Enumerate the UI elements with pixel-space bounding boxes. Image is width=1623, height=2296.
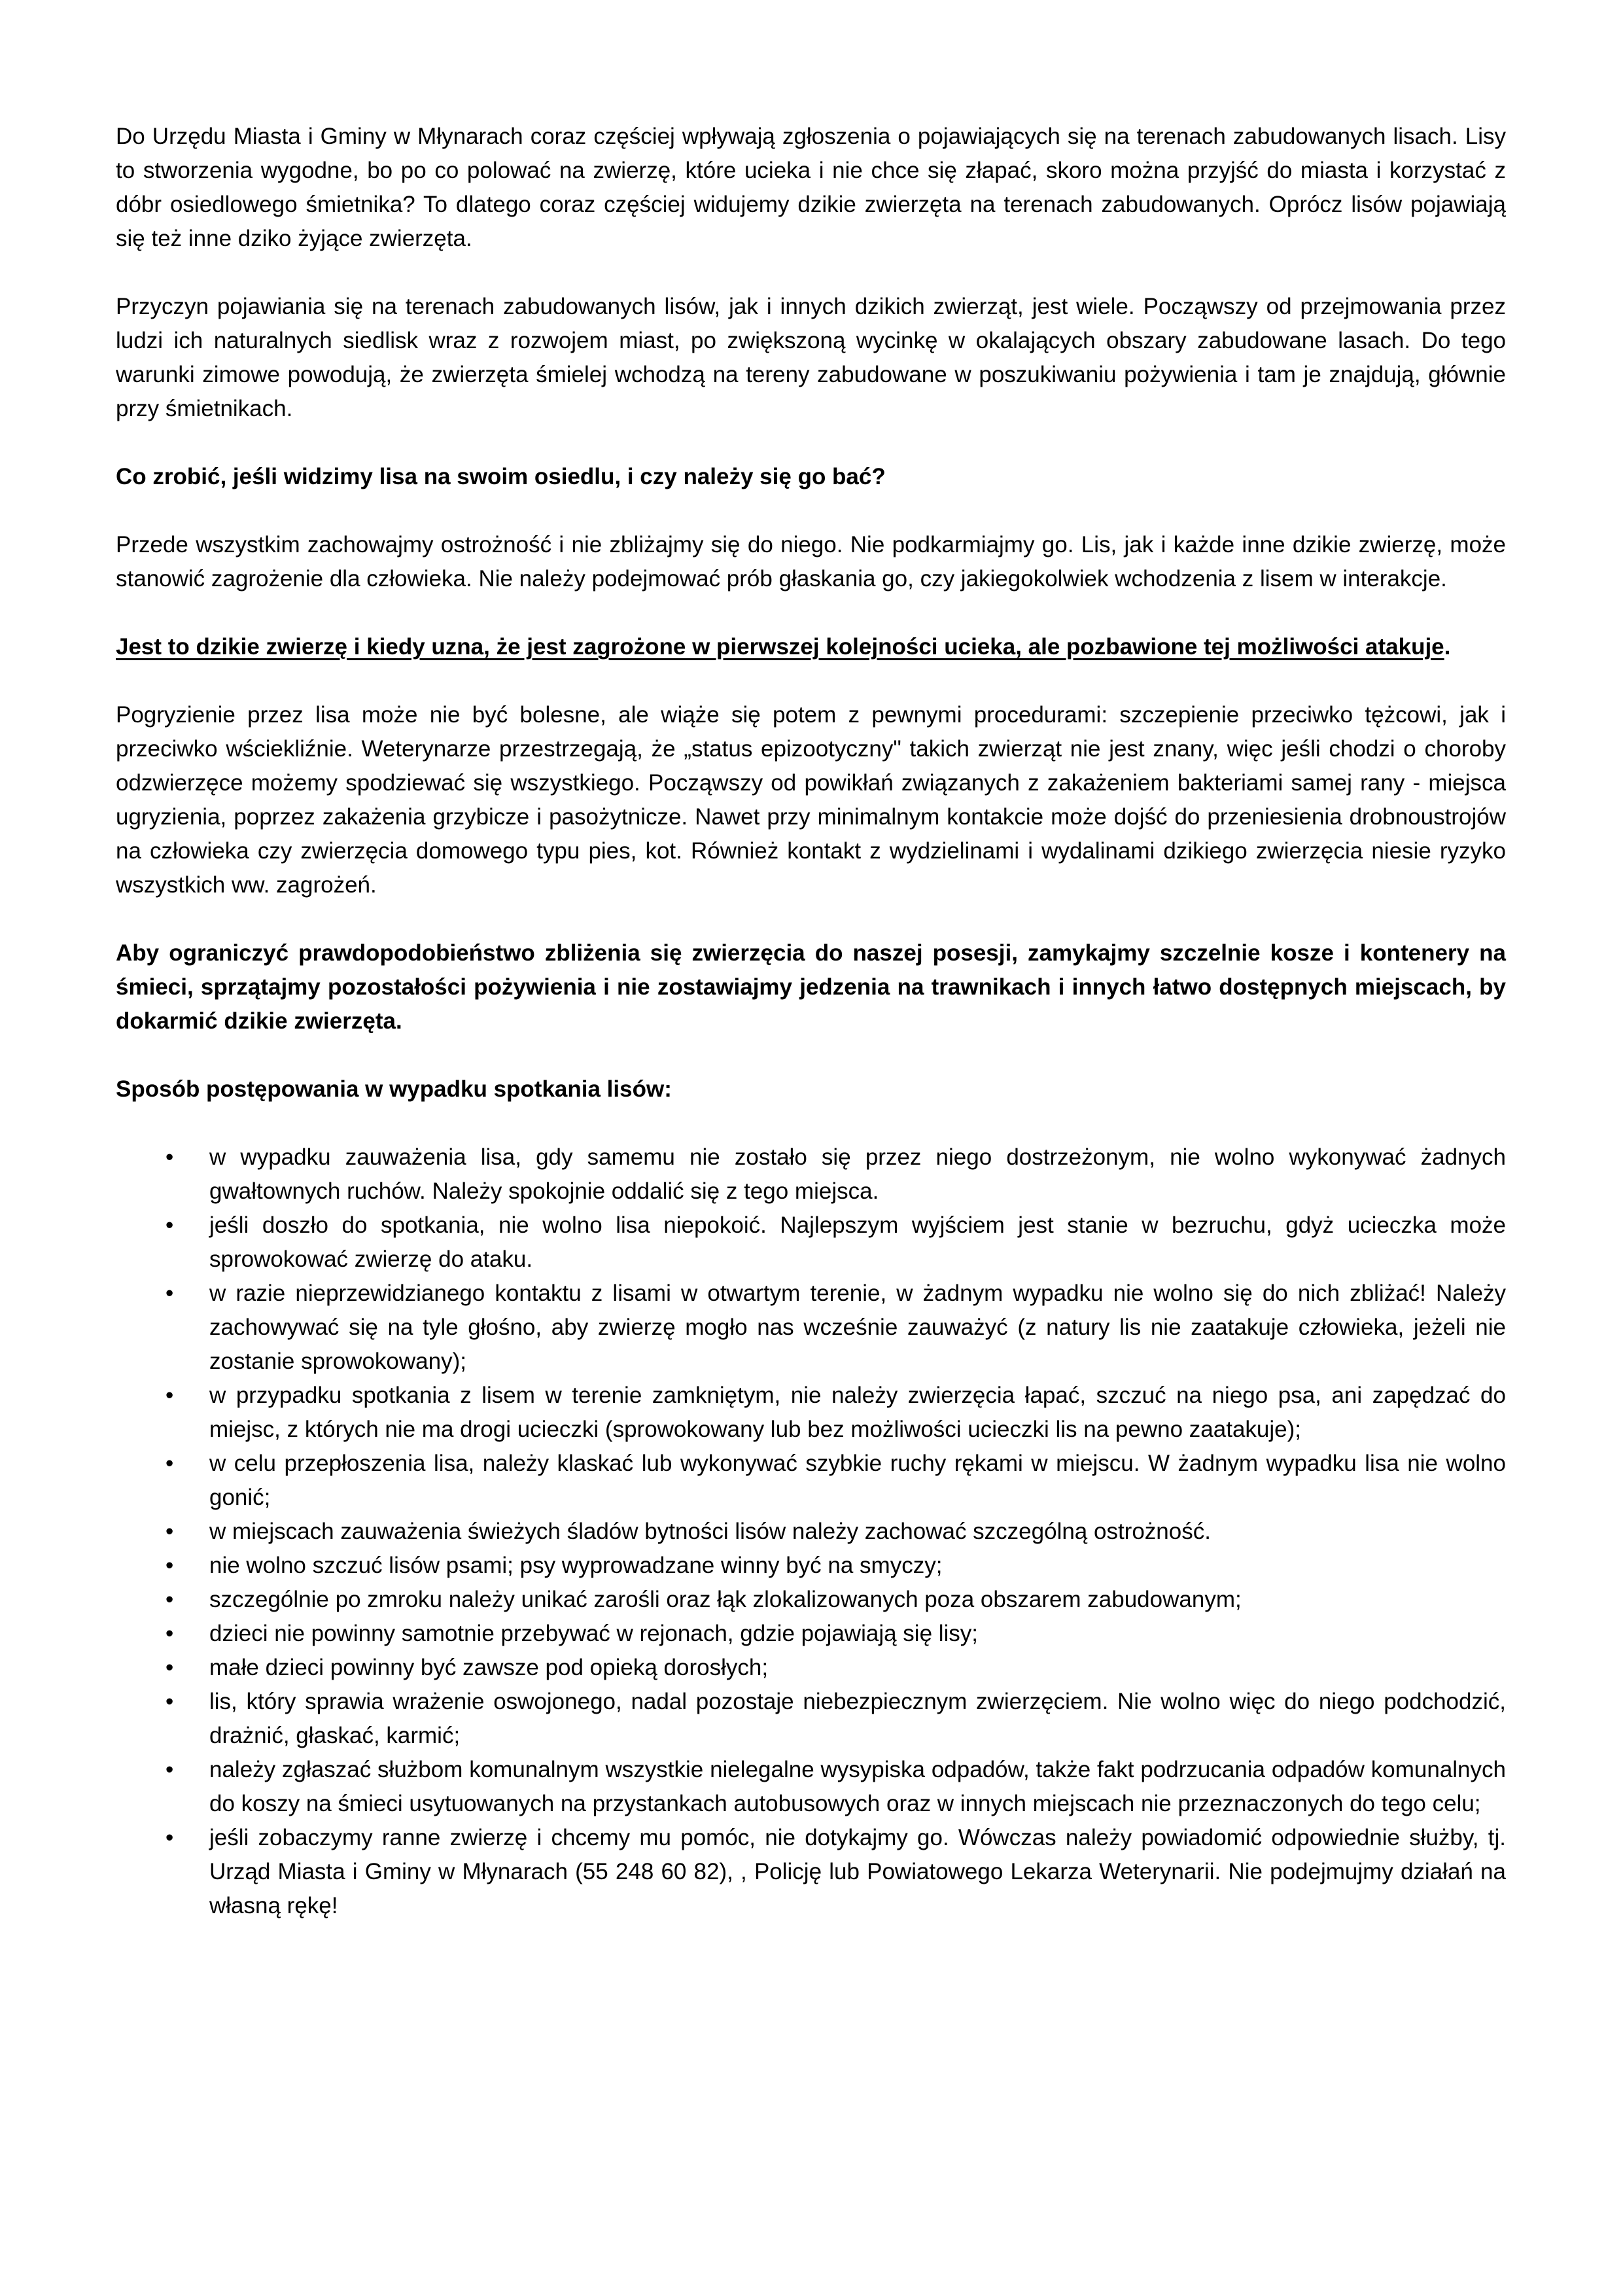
list-item-text: szczególnie po zmroku należy unikać zarośli oraz łąk zlokalizowanych poza obszarem zabudowanym; — [209, 1587, 1242, 1612]
bullet-icon: • — [166, 1553, 174, 1578]
list-item-text: nie wolno szczuć lisów psami; psy wyprowadzane winny być na smyczy; — [209, 1553, 943, 1578]
list-item — [116, 1617, 1506, 1651]
bullet-icon: • — [166, 1280, 174, 1306]
prevention-paragraph: Aby ograniczyć prawdopodobieństwo zbliżenia się zwierzęcia do naszej posesji, zamykajmy szczelnie kosze i kontenery na śmieci, sprzątajmy pozostałości pożywienia i nie zostawiajmy jedzenia na trawnikach i innych łatwo dostępnych miejscach, by dokarmić dzikie zwierzęta. — [116, 940, 1506, 1034]
bullet-icon: • — [166, 1689, 174, 1714]
list-item — [116, 1209, 1506, 1277]
bullet-icon: • — [166, 1451, 174, 1476]
bullet-icon: • — [166, 1212, 174, 1238]
list-item-text: w celu przepłoszenia lisa, należy klaskać lub wykonywać szybkie ruchy rękami w miejscu. W żadnym wypadku lisa nie wolno gonić; — [209, 1451, 1506, 1510]
list-item — [116, 1549, 1506, 1583]
warning-underlined-paragraph — [116, 630, 1506, 664]
fox-encounter-list — [116, 1140, 1506, 1923]
bullet-icon: • — [166, 1621, 174, 1646]
list-item-text: dzieci nie powinny samotnie przebywać w rejonach, gdzie pojawiają się lisy; — [209, 1621, 979, 1646]
list-item-text: lis, który sprawia wrażenie oswojonego, nadal pozostaje niebezpiecznym zwierzęciem. Nie wolno więc do niego podchodzić, drażnić, głaskać, karmić; — [209, 1689, 1506, 1748]
bullet-icon: • — [166, 1144, 174, 1170]
list-item-text: w przypadku spotkania z lisem w terenie zamkniętym, nie należy zwierzęcia łapać, szczuć na niego psa, ani zapędzać do miejsc, z których nie ma drogi ucieczki (sprowokowany lub bez możliwości ucieczki lis na pewno zaatakuje); — [209, 1383, 1506, 1442]
list-item — [116, 1821, 1506, 1923]
causes-paragraph: Przyczyn pojawiania się na terenach zabudowanych lisów, jak i innych dzikich zwierząt, jest wiele. Począwszy od przejmowania przez ludzi ich naturalnych siedlisk wraz z rozwojem miast, po zwiększoną wycinkę w okalających obszary zabudowane lasach. Do tego warunki zimowe powodują, że zwierzęta śmielej wchodzą na tereny zabudowane w poszukiwaniu pożywienia i tam je znajdują, głównie przy śmietnikach. — [116, 294, 1506, 421]
list-item — [116, 1583, 1506, 1617]
bullet-icon: • — [166, 1383, 174, 1408]
list-item-text: należy zgłaszać służbom komunalnym wszystkie nielegalne wysypiska odpadów, także fakt podrzucania odpadów komunalnych do koszy na śmieci usytuowanych na przystankach autobusowych oraz w innych miejscach nie przeznaczonych do tego celu; — [209, 1757, 1506, 1816]
caution-paragraph: Przede wszystkim zachowajmy ostrożność i nie zbliżajmy się do niego. Nie podkarmiajmy go. Lis, jak i każde inne dzikie zwierzę, może stanowić zagrożenie dla człowieka. Nie należy podejmować prób głaskania go, czy jakiegokolwiek wchodzenia z lisem w interakcje. — [116, 532, 1506, 592]
warning-underlined-text: Jest to dzikie zwierzę i kiedy uzna, że jest zagrożone w pierwszej kolejności ucieka, ale pozbawione tej możliwości atakuje — [116, 634, 1444, 660]
list-item-text: małe dzieci powinny być zawsze pod opieką dorosłych; — [209, 1655, 769, 1680]
warning-period: . — [1444, 634, 1451, 660]
bullet-icon: • — [166, 1825, 174, 1850]
question-heading: Co zrobić, jeśli widzimy lisa na swoim osiedlu, i czy należy się go bać? — [116, 464, 886, 489]
list-item — [116, 1277, 1506, 1379]
list-item-text: w razie nieprzewidzianego kontaktu z lisami w otwartym terenie, w żadnym wypadku nie wolno się do nich zbliżać! Należy zachowywać się na tyle głośno, aby zwierzę mogło nas wcześnie zauważyć (z natury lis nie zaatakuje człowieka, jeżeli nie zostanie sprowokowany); — [209, 1280, 1506, 1374]
procedure-heading: Sposób postępowania w wypadku spotkania lisów: — [116, 1076, 672, 1102]
list-item — [116, 1515, 1506, 1549]
bullet-icon: • — [166, 1757, 174, 1782]
list-item — [116, 1651, 1506, 1685]
list-item — [116, 1379, 1506, 1447]
bite-consequences-paragraph: Pogryzienie przez lisa może nie być bolesne, ale wiąże się potem z pewnymi procedurami: szczepienie przeciwko tężcowi, jak i przeciwko wściekliźnie. Weterynarze przestrzegają, że „status epizootyczny" takich zwierząt nie jest znany, więc jeśli chodzi o choroby odzwierzęce możemy spodziewać się wszystkiego. Począwszy od powikłań związanych z zakażeniem bakteriami samej rany - miejsca ugryzienia, poprzez zakażenia grzybicze i pasożytnicze. Nawet przy minimalnym kontakcie może dojść do przeniesienia drobnoustrojów na człowieka czy zwierzęcia domowego typu pies, kot. Również kontakt z wydzielinami i wydalinami dzikiego zwierzęcia niesie ryzyko wszystkich ww. zagrożeń. — [116, 702, 1506, 898]
list-item-text: jeśli zobaczymy ranne zwierzę i chcemy mu pomóc, nie dotykajmy go. Wówczas należy powiadomić odpowiednie służby, tj. Urząd Miasta i Gminy w Młynarach (55 248 60 82), , Policję lub Powiatowego Lekarza Weterynarii. Nie podejmujmy działań na własną rękę! — [209, 1825, 1506, 1918]
bullet-icon: • — [166, 1519, 174, 1544]
list-item-text: jeśli doszło do spotkania, nie wolno lisa niepokoić. Najlepszym wyjściem jest stanie w bezruchu, gdyż ucieczka może sprowokować zwierzę do ataku. — [209, 1212, 1506, 1272]
list-item — [116, 1753, 1506, 1821]
bullet-icon: • — [166, 1587, 174, 1612]
list-item-text: w wypadku zauważenia lisa, gdy samemu nie zostało się przez niego dostrzeżonym, nie wolno wykonywać żadnych gwałtownych ruchów. Należy spokojnie oddalić się z tego miejsca. — [209, 1144, 1506, 1204]
list-item-text: w miejscach zauważenia świeżych śladów bytności lisów należy zachować szczególną ostrożność. — [209, 1519, 1211, 1544]
intro-paragraph: Do Urzędu Miasta i Gminy w Młynarach coraz częściej wpływają zgłoszenia o pojawiających się na terenach zabudowanych lisach. Lisy to stworzenia wygodne, bo po co polować na zwierzę, które ucieka i nie chce się złapać, skoro można przyjść do miasta i korzystać z dóbr osiedlowego śmietnika? To dlatego coraz częściej widujemy dzikie zwierzęta na terenach zabudowanych. Oprócz lisów pojawiają się też inne dziko żyjące zwierzęta. — [116, 124, 1506, 251]
list-item — [116, 1447, 1506, 1515]
list-item — [116, 1140, 1506, 1209]
bullet-icon: • — [166, 1655, 174, 1680]
list-item — [116, 1685, 1506, 1753]
